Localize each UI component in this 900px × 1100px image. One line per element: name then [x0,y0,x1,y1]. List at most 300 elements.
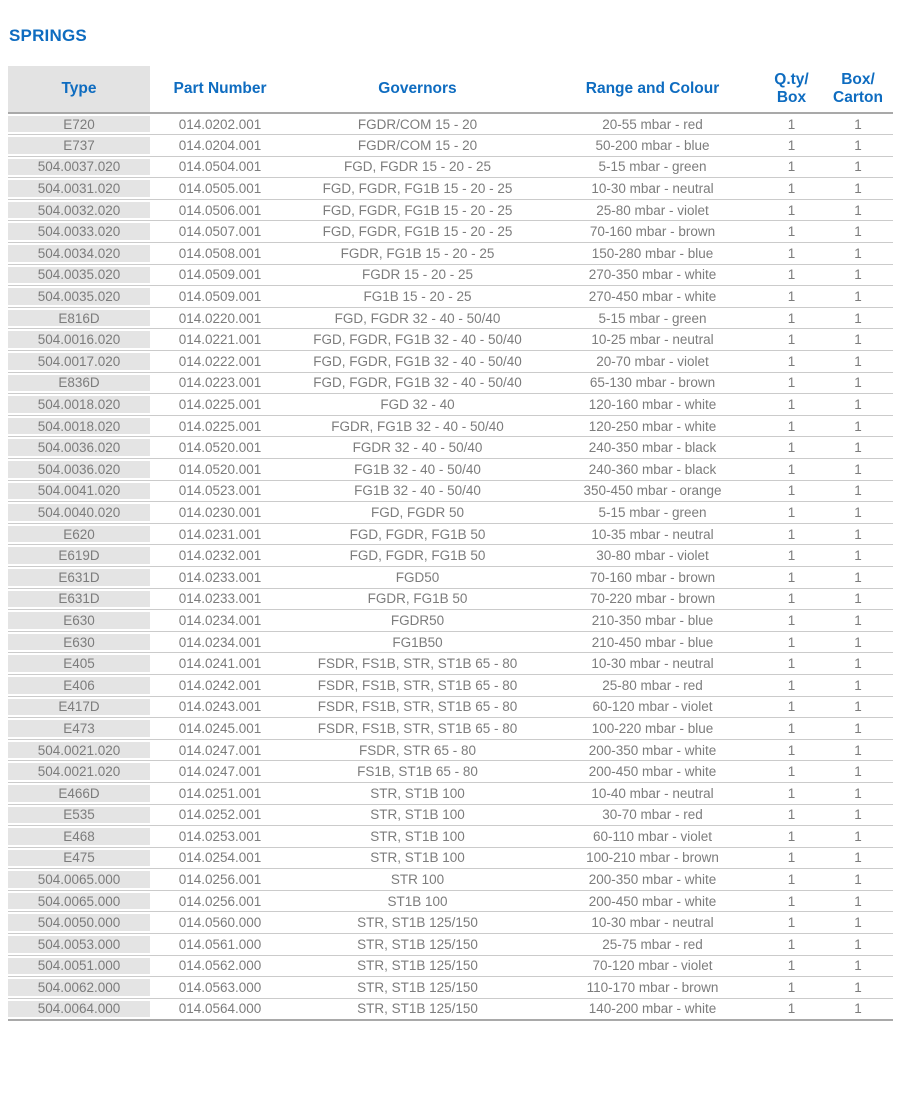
cell-qty-box: 1 [760,199,823,221]
cell-governors: FGD50 [290,566,545,588]
cell-governors: FG1B 32 - 40 - 50/40 [290,480,545,502]
cell-type: 504.0032.020 [8,199,150,221]
cell-part-number: 014.0563.000 [150,977,290,999]
table-row [8,113,893,135]
cell-governors: FGD, FGDR, FG1B 50 [290,523,545,545]
cell-type: E737 [8,135,150,157]
cell-range-and-colour: 120-160 mbar - white [545,394,760,416]
table-row [8,696,893,718]
cell-part-number: 014.0251.001 [150,782,290,804]
cell-range-and-colour: 70-160 mbar - brown [545,566,760,588]
cell-box-carton: 1 [823,782,893,804]
cell-qty-box: 1 [760,372,823,394]
cell-part-number: 014.0520.001 [150,459,290,481]
cell-type: 504.0021.020 [8,761,150,783]
cell-range-and-colour: 70-160 mbar - brown [545,221,760,243]
cell-type: 504.0051.000 [8,955,150,977]
cell-box-carton: 1 [823,804,893,826]
cell-qty-box: 1 [760,610,823,632]
cell-range-and-colour: 5-15 mbar - green [545,307,760,329]
cell-part-number: 014.0245.001 [150,718,290,740]
cell-box-carton: 1 [823,264,893,286]
table-row [8,545,893,567]
cell-range-and-colour: 70-220 mbar - brown [545,588,760,610]
cell-part-number: 014.0232.001 [150,545,290,567]
cell-range-and-colour: 120-250 mbar - white [545,415,760,437]
cell-governors: STR 100 [290,869,545,891]
cell-qty-box: 1 [760,415,823,437]
cell-type: 504.0018.020 [8,394,150,416]
cell-part-number: 014.0252.001 [150,804,290,826]
cell-governors: STR, ST1B 125/150 [290,977,545,999]
table-row [8,718,893,740]
cell-part-number: 014.0560.000 [150,912,290,934]
cell-range-and-colour: 65-130 mbar - brown [545,372,760,394]
table-row [8,869,893,891]
cell-range-and-colour: 30-70 mbar - red [545,804,760,826]
table-row [8,653,893,675]
cell-part-number: 014.0221.001 [150,329,290,351]
cell-governors: STR, ST1B 100 [290,826,545,848]
cell-box-carton: 1 [823,998,893,1020]
cell-box-carton: 1 [823,459,893,481]
cell-box-carton: 1 [823,566,893,588]
cell-box-carton: 1 [823,977,893,999]
table-row [8,329,893,351]
cell-qty-box: 1 [760,826,823,848]
cell-governors: FGDR, FG1B 50 [290,588,545,610]
table-row [8,955,893,977]
cell-qty-box: 1 [760,847,823,869]
cell-part-number: 014.0202.001 [150,113,290,135]
table-row [8,178,893,200]
cell-box-carton: 1 [823,415,893,437]
cell-type: 504.0053.000 [8,934,150,956]
table-row [8,372,893,394]
cell-box-carton: 1 [823,135,893,157]
cell-range-and-colour: 10-30 mbar - neutral [545,178,760,200]
cell-qty-box: 1 [760,804,823,826]
cell-box-carton: 1 [823,307,893,329]
cell-governors: STR, ST1B 125/150 [290,934,545,956]
cell-type: E417D [8,696,150,718]
cell-qty-box: 1 [760,566,823,588]
cell-governors: FGD 32 - 40 [290,394,545,416]
cell-range-and-colour: 60-120 mbar - violet [545,696,760,718]
cell-governors: STR, ST1B 100 [290,782,545,804]
cell-range-and-colour: 240-350 mbar - black [545,437,760,459]
cell-range-and-colour: 200-450 mbar - white [545,890,760,912]
cell-box-carton: 1 [823,286,893,308]
cell-box-carton: 1 [823,113,893,135]
cell-box-carton: 1 [823,243,893,265]
cell-governors: FSDR, STR 65 - 80 [290,739,545,761]
cell-governors: FGD, FGDR, FG1B 15 - 20 - 25 [290,199,545,221]
cell-part-number: 014.0225.001 [150,415,290,437]
column-header-qty-box [760,66,823,113]
cell-box-carton: 1 [823,437,893,459]
cell-box-carton: 1 [823,199,893,221]
cell-qty-box: 1 [760,329,823,351]
cell-range-and-colour: 25-80 mbar - violet [545,199,760,221]
cell-qty-box: 1 [760,718,823,740]
cell-part-number: 014.0561.000 [150,934,290,956]
table-row [8,286,893,308]
cell-box-carton: 1 [823,696,893,718]
cell-box-carton: 1 [823,545,893,567]
table-row [8,566,893,588]
cell-box-carton: 1 [823,221,893,243]
cell-type: 504.0064.000 [8,998,150,1020]
cell-box-carton: 1 [823,351,893,373]
cell-governors: STR, ST1B 125/150 [290,998,545,1020]
cell-range-and-colour: 270-350 mbar - white [545,264,760,286]
cell-box-carton: 1 [823,588,893,610]
cell-range-and-colour: 210-450 mbar - blue [545,631,760,653]
table-row [8,437,893,459]
cell-qty-box: 1 [760,243,823,265]
cell-range-and-colour: 60-110 mbar - violet [545,826,760,848]
cell-part-number: 014.0220.001 [150,307,290,329]
cell-box-carton: 1 [823,631,893,653]
cell-type: E535 [8,804,150,826]
cell-part-number: 014.0234.001 [150,631,290,653]
cell-qty-box: 1 [760,286,823,308]
cell-part-number: 014.0233.001 [150,566,290,588]
column-header-governors: Governors [290,66,545,113]
cell-governors: FS1B, ST1B 65 - 80 [290,761,545,783]
cell-type: 504.0017.020 [8,351,150,373]
cell-part-number: 014.0234.001 [150,610,290,632]
springs-table-body [8,113,893,1020]
cell-range-and-colour: 270-450 mbar - white [545,286,760,308]
cell-type: 504.0034.020 [8,243,150,265]
cell-part-number: 014.0507.001 [150,221,290,243]
cell-qty-box: 1 [760,782,823,804]
cell-qty-box: 1 [760,998,823,1020]
table-row [8,674,893,696]
cell-governors: STR, ST1B 100 [290,847,545,869]
cell-part-number: 014.0508.001 [150,243,290,265]
cell-box-carton: 1 [823,761,893,783]
cell-governors: STR, ST1B 100 [290,804,545,826]
cell-range-and-colour: 70-120 mbar - violet [545,955,760,977]
table-row [8,804,893,826]
column-header-range-and-colour: Range and Colour [545,66,760,113]
cell-qty-box: 1 [760,264,823,286]
cell-range-and-colour: 200-350 mbar - white [545,869,760,891]
cell-type: 504.0062.000 [8,977,150,999]
cell-governors: FGD, FGDR 50 [290,502,545,524]
cell-box-carton: 1 [823,934,893,956]
cell-part-number: 014.0241.001 [150,653,290,675]
cell-type: 504.0035.020 [8,264,150,286]
cell-box-carton: 1 [823,178,893,200]
cell-qty-box: 1 [760,869,823,891]
cell-type: 504.0033.020 [8,221,150,243]
cell-range-and-colour: 210-350 mbar - blue [545,610,760,632]
table-row [8,307,893,329]
cell-governors: FGDR 32 - 40 - 50/40 [290,437,545,459]
table-row [8,998,893,1020]
cell-type: 504.0031.020 [8,178,150,200]
cell-type: 504.0036.020 [8,437,150,459]
cell-governors: FSDR, FS1B, STR, ST1B 65 - 80 [290,674,545,696]
table-row [8,631,893,653]
table-row [8,847,893,869]
cell-qty-box: 1 [760,480,823,502]
cell-type: 504.0021.020 [8,739,150,761]
table-row [8,264,893,286]
cell-type: E630 [8,610,150,632]
cell-part-number: 014.0230.001 [150,502,290,524]
cell-part-number: 014.0242.001 [150,674,290,696]
cell-governors: FGDR, FG1B 32 - 40 - 50/40 [290,415,545,437]
springs-table-header [8,66,893,113]
cell-qty-box: 1 [760,156,823,178]
cell-range-and-colour: 10-25 mbar - neutral [545,329,760,351]
cell-qty-box: 1 [760,307,823,329]
cell-part-number: 014.0222.001 [150,351,290,373]
cell-governors: FGD, FGDR 15 - 20 - 25 [290,156,545,178]
cell-box-carton: 1 [823,480,893,502]
cell-qty-box: 1 [760,934,823,956]
cell-governors: FGDR50 [290,610,545,632]
cell-part-number: 014.0520.001 [150,437,290,459]
cell-governors: ST1B 100 [290,890,545,912]
cell-range-and-colour: 350-450 mbar - orange [545,480,760,502]
table-row [8,459,893,481]
cell-governors: FGD, FGDR, FG1B 32 - 40 - 50/40 [290,351,545,373]
cell-qty-box: 1 [760,178,823,200]
cell-type: E475 [8,847,150,869]
cell-box-carton: 1 [823,869,893,891]
page-title: SPRINGS [9,26,87,45]
cell-part-number: 014.0256.001 [150,890,290,912]
cell-qty-box: 1 [760,739,823,761]
cell-range-and-colour: 20-55 mbar - red [545,113,760,135]
cell-range-and-colour: 10-30 mbar - neutral [545,653,760,675]
cell-qty-box: 1 [760,502,823,524]
table-row [8,912,893,934]
cell-part-number: 014.0523.001 [150,480,290,502]
cell-qty-box: 1 [760,113,823,135]
cell-qty-box: 1 [760,761,823,783]
cell-qty-box: 1 [760,523,823,545]
cell-range-and-colour: 5-15 mbar - green [545,502,760,524]
cell-qty-box: 1 [760,977,823,999]
cell-range-and-colour: 200-450 mbar - white [545,761,760,783]
cell-box-carton: 1 [823,674,893,696]
box-carton-header-line1: Box/ [841,71,875,88]
table-row [8,502,893,524]
cell-range-and-colour: 20-70 mbar - violet [545,351,760,373]
cell-qty-box: 1 [760,351,823,373]
cell-qty-box: 1 [760,653,823,675]
cell-qty-box: 1 [760,221,823,243]
cell-range-and-colour: 10-40 mbar - neutral [545,782,760,804]
cell-part-number: 014.0204.001 [150,135,290,157]
cell-type: E720 [8,113,150,135]
cell-type: E620 [8,523,150,545]
table-row [8,523,893,545]
cell-governors: FGD, FGDR, FG1B 15 - 20 - 25 [290,221,545,243]
cell-governors: FGD, FGDR, FG1B 32 - 40 - 50/40 [290,372,545,394]
cell-type: 504.0035.020 [8,286,150,308]
cell-range-and-colour: 200-350 mbar - white [545,739,760,761]
cell-part-number: 014.0509.001 [150,286,290,308]
cell-box-carton: 1 [823,523,893,545]
cell-box-carton: 1 [823,718,893,740]
cell-part-number: 014.0562.000 [150,955,290,977]
cell-box-carton: 1 [823,653,893,675]
cell-range-and-colour: 10-35 mbar - neutral [545,523,760,545]
cell-box-carton: 1 [823,502,893,524]
cell-type: E816D [8,307,150,329]
cell-governors: FGDR, FG1B 15 - 20 - 25 [290,243,545,265]
column-header-part-number: Part Number [150,66,290,113]
cell-range-and-colour: 5-15 mbar - green [545,156,760,178]
table-row [8,199,893,221]
cell-type: E836D [8,372,150,394]
cell-qty-box: 1 [760,631,823,653]
cell-part-number: 014.0509.001 [150,264,290,286]
table-row [8,739,893,761]
cell-governors: FSDR, FS1B, STR, ST1B 65 - 80 [290,653,545,675]
cell-part-number: 014.0256.001 [150,869,290,891]
column-header-box-carton [823,66,893,113]
cell-type: E631D [8,588,150,610]
box-carton-header-line2: Carton [833,89,883,106]
table-row [8,351,893,373]
cell-governors: FGD, FGDR 32 - 40 - 50/40 [290,307,545,329]
table-row [8,221,893,243]
cell-governors: FGD, FGDR, FG1B 32 - 40 - 50/40 [290,329,545,351]
cell-range-and-colour: 140-200 mbar - white [545,998,760,1020]
table-row [8,394,893,416]
cell-governors: FSDR, FS1B, STR, ST1B 65 - 80 [290,696,545,718]
cell-governors: FGDR 15 - 20 - 25 [290,264,545,286]
cell-type: E406 [8,674,150,696]
cell-part-number: 014.0223.001 [150,372,290,394]
cell-governors: FGD, FGDR, FG1B 50 [290,545,545,567]
cell-part-number: 014.0253.001 [150,826,290,848]
cell-type: E405 [8,653,150,675]
cell-part-number: 014.0243.001 [150,696,290,718]
cell-part-number: 014.0504.001 [150,156,290,178]
cell-qty-box: 1 [760,588,823,610]
cell-governors: FSDR, FS1B, STR, ST1B 65 - 80 [290,718,545,740]
cell-type: E630 [8,631,150,653]
cell-part-number: 014.0506.001 [150,199,290,221]
cell-part-number: 014.0225.001 [150,394,290,416]
cell-part-number: 014.0247.001 [150,761,290,783]
header-row [8,66,893,113]
cell-box-carton: 1 [823,739,893,761]
cell-range-and-colour: 25-75 mbar - red [545,934,760,956]
cell-qty-box: 1 [760,674,823,696]
cell-type: E468 [8,826,150,848]
qty-box-header-line2: Box [776,89,807,106]
cell-type: E619D [8,545,150,567]
cell-qty-box: 1 [760,545,823,567]
cell-box-carton: 1 [823,372,893,394]
cell-type: 504.0065.000 [8,869,150,891]
cell-box-carton: 1 [823,329,893,351]
cell-part-number: 014.0564.000 [150,998,290,1020]
cell-governors: FGDR/COM 15 - 20 [290,113,545,135]
cell-box-carton: 1 [823,826,893,848]
table-row [8,934,893,956]
cell-box-carton: 1 [823,394,893,416]
cell-box-carton: 1 [823,912,893,934]
cell-type: 504.0037.020 [8,156,150,178]
cell-range-and-colour: 100-220 mbar - blue [545,718,760,740]
springs-table [8,66,893,1021]
table-row [8,415,893,437]
cell-part-number: 014.0231.001 [150,523,290,545]
cell-governors: FG1B 15 - 20 - 25 [290,286,545,308]
cell-qty-box: 1 [760,912,823,934]
table-row [8,588,893,610]
cell-range-and-colour: 30-80 mbar - violet [545,545,760,567]
cell-governors: STR, ST1B 125/150 [290,912,545,934]
cell-part-number: 014.0247.001 [150,739,290,761]
cell-part-number: 014.0233.001 [150,588,290,610]
cell-type: 504.0018.020 [8,415,150,437]
table-row [8,243,893,265]
cell-type: 504.0040.020 [8,502,150,524]
table-row [8,480,893,502]
cell-range-and-colour: 110-170 mbar - brown [545,977,760,999]
cell-type: E631D [8,566,150,588]
cell-qty-box: 1 [760,437,823,459]
cell-box-carton: 1 [823,890,893,912]
cell-box-carton: 1 [823,610,893,632]
cell-type: 504.0036.020 [8,459,150,481]
column-header-type: Type [8,66,150,113]
cell-box-carton: 1 [823,955,893,977]
cell-type: E466D [8,782,150,804]
cell-type: 504.0016.020 [8,329,150,351]
cell-range-and-colour: 100-210 mbar - brown [545,847,760,869]
cell-box-carton: 1 [823,156,893,178]
cell-governors: STR, ST1B 125/150 [290,955,545,977]
cell-qty-box: 1 [760,696,823,718]
table-row [8,135,893,157]
cell-range-and-colour: 50-200 mbar - blue [545,135,760,157]
table-row [8,761,893,783]
cell-qty-box: 1 [760,459,823,481]
cell-part-number: 014.0505.001 [150,178,290,200]
cell-governors: FG1B50 [290,631,545,653]
cell-governors: FG1B 32 - 40 - 50/40 [290,459,545,481]
cell-qty-box: 1 [760,890,823,912]
cell-range-and-colour: 25-80 mbar - red [545,674,760,696]
cell-range-and-colour: 10-30 mbar - neutral [545,912,760,934]
table-row [8,826,893,848]
cell-governors: FGD, FGDR, FG1B 15 - 20 - 25 [290,178,545,200]
qty-box-header-line1: Q.ty/ [774,71,809,88]
cell-type: 504.0050.000 [8,912,150,934]
table-row [8,782,893,804]
cell-type: E473 [8,718,150,740]
table-row [8,610,893,632]
cell-box-carton: 1 [823,847,893,869]
cell-governors: FGDR/COM 15 - 20 [290,135,545,157]
cell-qty-box: 1 [760,394,823,416]
cell-qty-box: 1 [760,955,823,977]
